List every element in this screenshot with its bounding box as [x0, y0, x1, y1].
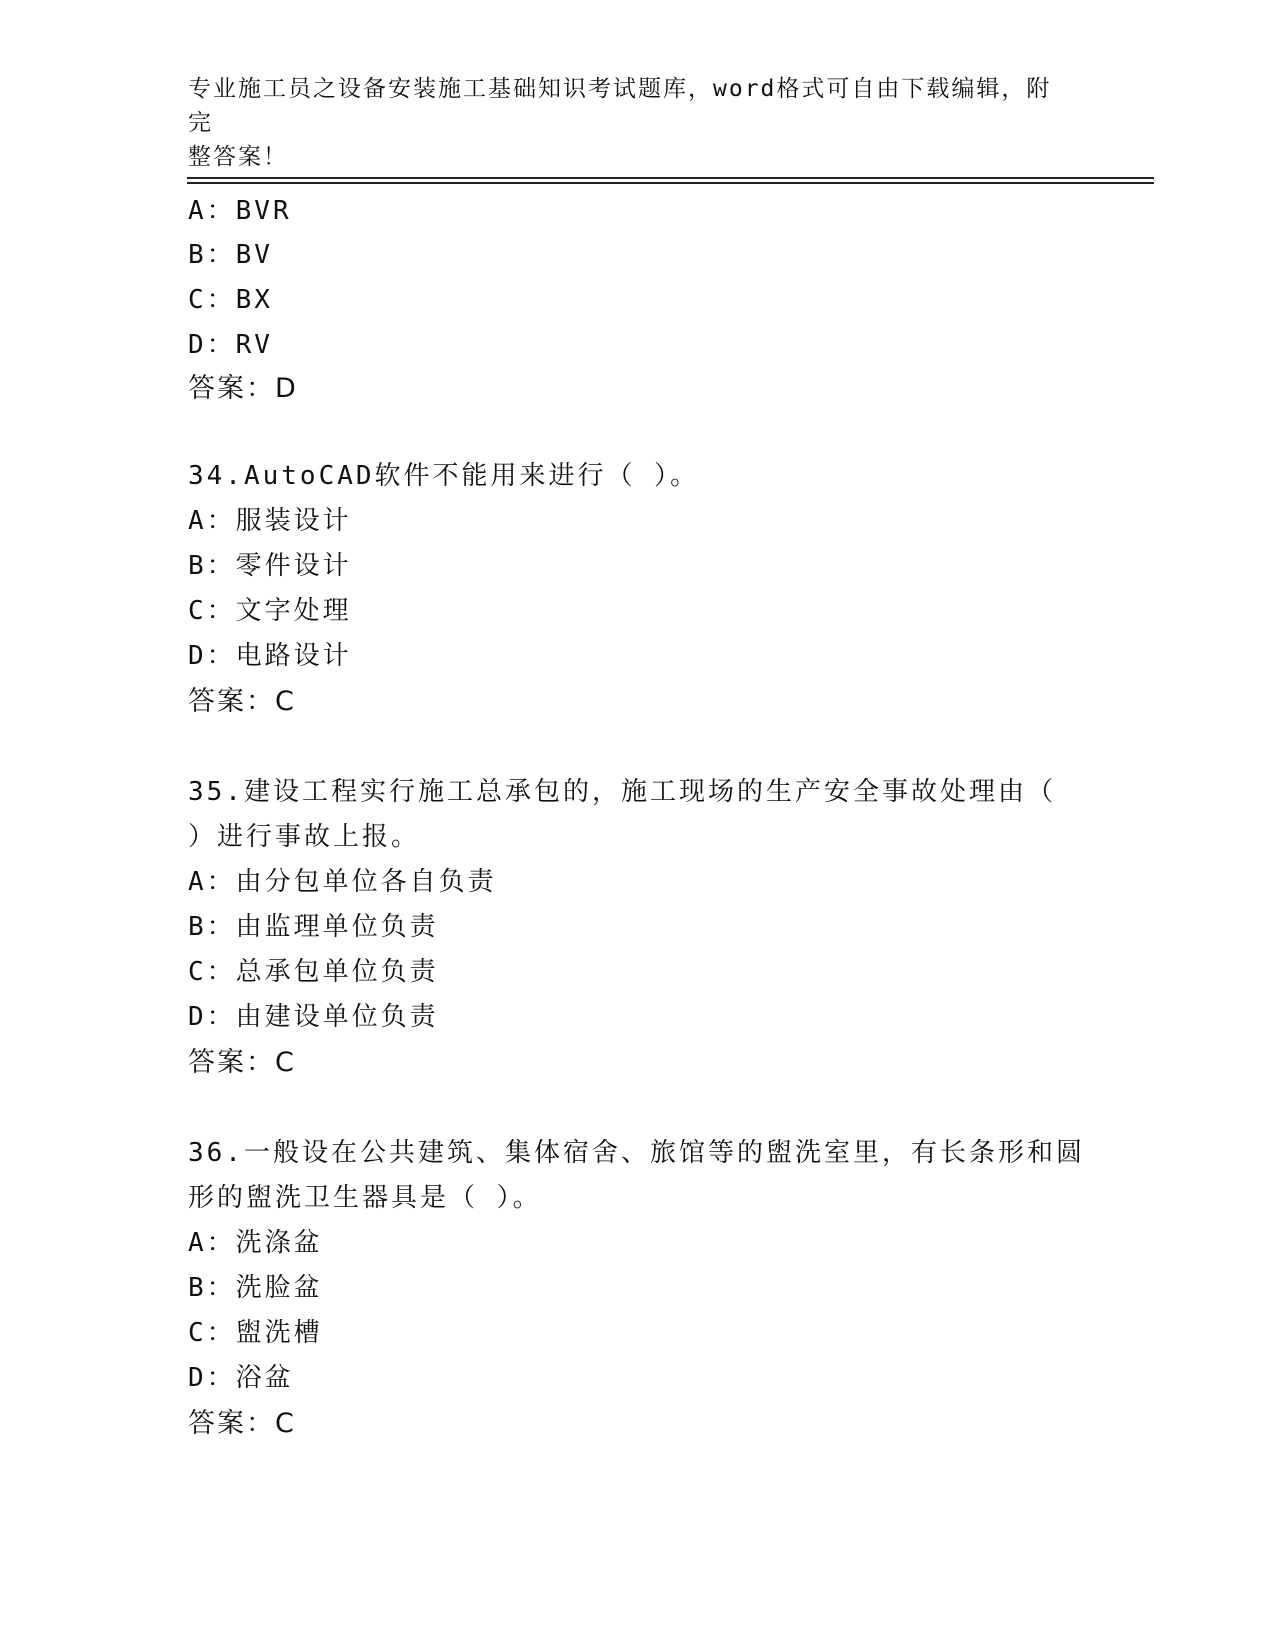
option-b: B：洗脸盆	[188, 1273, 323, 1303]
option-b: B：BV	[188, 240, 273, 270]
header-line-2: 整答案！	[188, 144, 288, 170]
option-d: D：浴盆	[188, 1363, 294, 1393]
option-c: C：BX	[188, 285, 273, 315]
option-c: C：盥洗槽	[188, 1318, 323, 1348]
option-b: B：由监理单位负责	[188, 912, 439, 942]
question-stem: 36.一般设在公共建筑、集体宿舍、旅馆等的盥洗室里，有长条形和圆	[188, 1138, 1085, 1168]
answer: 答案：C	[188, 1047, 296, 1078]
answer: 答案：C	[188, 686, 296, 717]
question-stem-continued: 形的盥洗卫生器具是（ ）。	[188, 1183, 542, 1213]
option-a: A：服装设计	[188, 506, 352, 536]
header-line-1: 专业施工员之设备安装施工基础知识考试题库，word格式可自由下载编辑，附完	[188, 76, 1052, 136]
option-d: D：RV	[188, 330, 273, 360]
question-stem-continued: ）进行事故上报。	[188, 822, 421, 852]
option-a: A：由分包单位各自负责	[188, 867, 497, 897]
document-header	[188, 72, 1068, 174]
header-rule-bottom	[187, 182, 1154, 184]
option-a: A：BVR	[188, 196, 292, 226]
option-d: D：电路设计	[188, 641, 352, 671]
question-stem: 34.AutoCAD软件不能用来进行（ ）。	[188, 461, 700, 491]
header-rule-top	[187, 177, 1154, 179]
option-c: C：总承包单位负责	[188, 957, 439, 987]
question-stem: 35.建设工程实行施工总承包的，施工现场的生产安全事故处理由（	[188, 777, 1056, 807]
option-d: D：由建设单位负责	[188, 1002, 439, 1032]
option-a: A：洗涤盆	[188, 1228, 323, 1258]
option-c: C：文字处理	[188, 596, 352, 626]
answer: 答案：D	[188, 373, 298, 404]
answer: 答案：C	[188, 1408, 296, 1439]
option-b: B：零件设计	[188, 551, 352, 581]
